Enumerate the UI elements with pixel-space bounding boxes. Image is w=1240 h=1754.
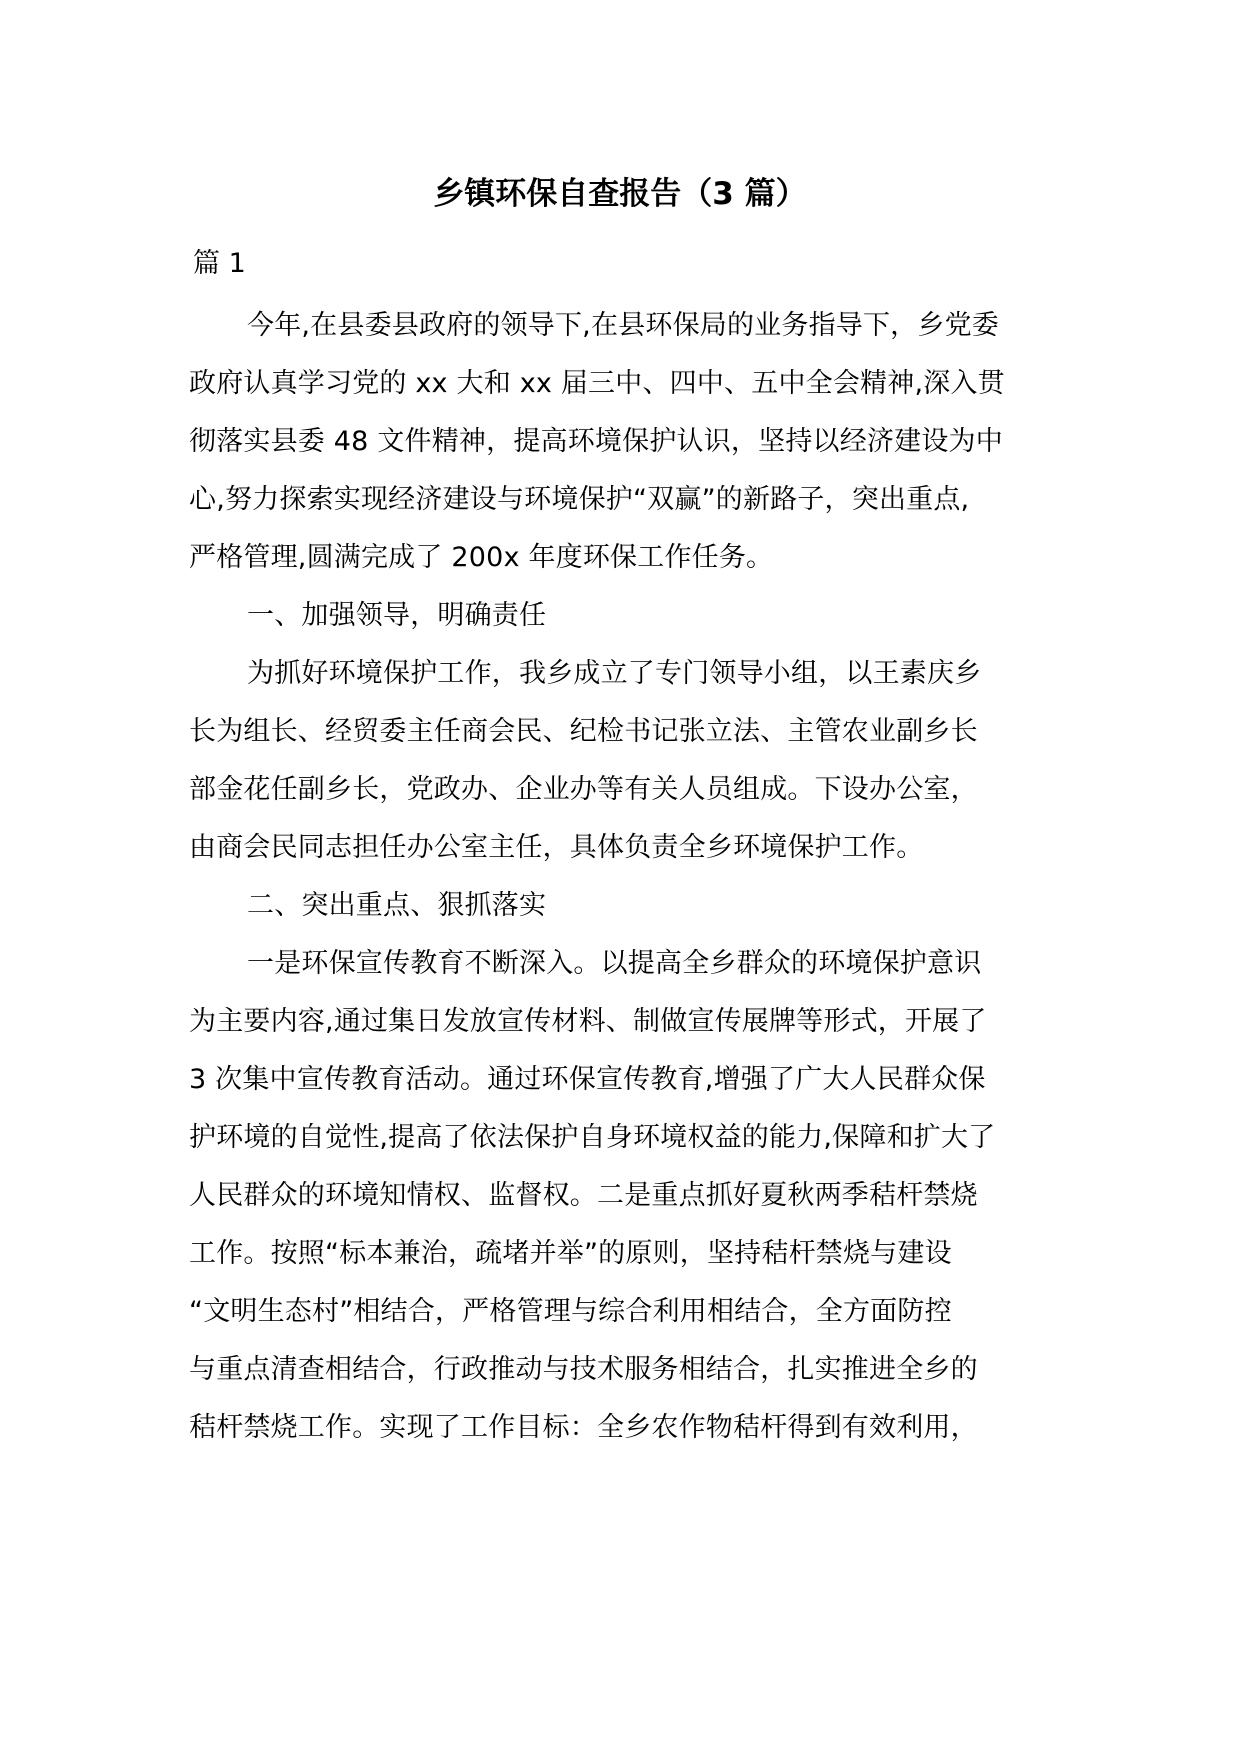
body-text-line: 为主要内容,通过集日发放宣传材料、制做宣传展牌等形式，开展了 xyxy=(189,1006,987,1037)
body-text-line: 二、突出重点、狠抓落实 xyxy=(247,890,547,921)
body-text-line: 一是环保宣传教育不断深入。以提高全乡群众的环境保护意识 xyxy=(247,948,982,979)
body-text-line: 长为组长、经贸委主任商会民、纪检书记张立法、主管农业副乡长 xyxy=(189,716,978,747)
body-text-line: 政府认真学习党的 xx 大和 xx 届三中、四中、五中全会精神,深入贯 xyxy=(189,368,1005,399)
document-title: 乡镇环保自查报告（3 篇） xyxy=(433,176,807,212)
section-label: 篇 1 xyxy=(193,248,246,279)
body-text-line: 工作。按照“标本兼治，疏堵并举”的原则，坚持秸杆禁烧与建设 xyxy=(189,1238,952,1269)
body-text-line: 部金花任副乡长，党政办、企业办等有关人员组成。下设办公室， xyxy=(189,774,978,805)
body-text-line: 一、加强领导，明确责任 xyxy=(247,600,547,631)
body-text-line: 今年,在县委县政府的领导下,在县环保局的业务指导下，乡党委 xyxy=(247,310,999,341)
body-text-line: 严格管理,圆满完成了 200x 年度环保工作任务。 xyxy=(189,542,774,573)
body-text-line: 与重点清查相结合，行政推动与技术服务相结合，扎实推进全乡的 xyxy=(189,1354,978,1385)
body-text-line: 人民群众的环境知情权、监督权。二是重点抓好夏秋两季秸杆禁烧 xyxy=(189,1180,978,1211)
body-text-line: 秸杆禁烧工作。实现了工作目标：全乡农作物秸杆得到有效利用， xyxy=(189,1412,978,1443)
body-text-line: 由商会民同志担任办公室主任，具体负责全乡环境保护工作。 xyxy=(189,832,924,863)
body-text-line: 心,努力探索实现经济建设与环境保护“双赢”的新路子，突出重点, xyxy=(189,484,970,515)
body-text-line: 彻落实县委 48 文件精神，提高环境保护认识，坚持以经济建设为中 xyxy=(189,426,1003,457)
body-text-line: 3 次集中宣传教育活动。通过环保宣传教育,增强了广大人民群众保 xyxy=(189,1064,986,1095)
body-text-line: 护环境的自觉性,提高了依法保护自身环境权益的能力,保障和扩大了 xyxy=(189,1122,996,1153)
body-text-line: 为抓好环境保护工作，我乡成立了专门领导小组，以王素庆乡 xyxy=(247,658,982,689)
body-text-line: “文明生态村”相结合，严格管理与综合利用相结合，全方面防控 xyxy=(189,1296,952,1327)
